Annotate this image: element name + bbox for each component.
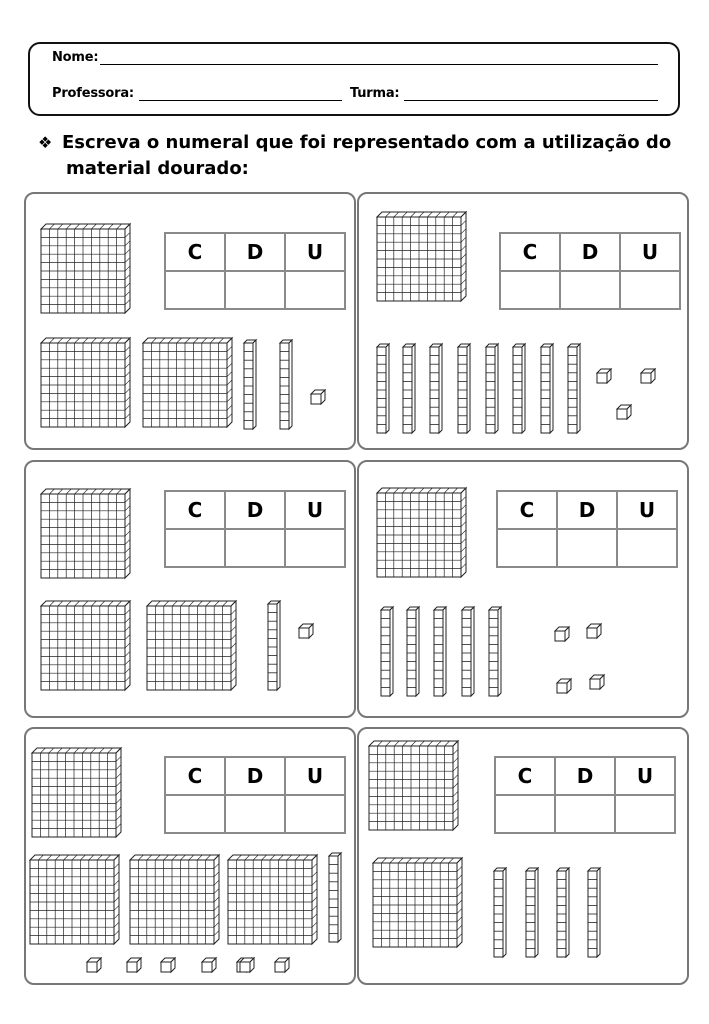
- ten-rod-block: [430, 344, 442, 433]
- ten-rod-block: [329, 853, 341, 942]
- hundred-flat-block: [41, 224, 130, 313]
- header-d: D: [225, 491, 285, 529]
- ten-rod-block: [486, 344, 498, 433]
- hundred-flat-block: [30, 855, 119, 944]
- hundred-flat-block: [369, 741, 458, 830]
- unit-cube-block: [240, 958, 254, 972]
- ten-rod-block: [462, 607, 474, 696]
- class-label: Turma:: [350, 86, 400, 101]
- ten-rod-block: [377, 344, 389, 433]
- instruction-line-1: Escreva o numeral que foi representado com a utilização do: [62, 132, 672, 153]
- ten-rod-block: [381, 607, 393, 696]
- header-u: U: [620, 233, 680, 271]
- ten-rod-block: [557, 868, 569, 957]
- unit-cube-block: [641, 369, 655, 383]
- ten-rod-block: [244, 340, 256, 429]
- unit-cube-block: [311, 390, 325, 404]
- ten-rod-block: [513, 344, 525, 433]
- ten-rod-block: [541, 344, 553, 433]
- header-u: U: [285, 757, 345, 795]
- ten-rod-block: [588, 868, 600, 957]
- ten-rod-block: [489, 607, 501, 696]
- header-c: C: [500, 233, 560, 271]
- ten-rod-block: [458, 344, 470, 433]
- header-c: C: [165, 233, 225, 271]
- header-d: D: [555, 757, 615, 795]
- unit-cube-block: [555, 627, 569, 641]
- ten-rod-block: [407, 607, 419, 696]
- unit-cube-block: [202, 958, 216, 972]
- teacher-label: Professora:: [52, 86, 134, 101]
- unit-cube-block: [597, 369, 611, 383]
- header-c: C: [165, 491, 225, 529]
- unit-cube-block: [87, 958, 101, 972]
- unit-cube-block: [275, 958, 289, 972]
- ten-rod-block: [568, 344, 580, 433]
- unit-cube-block: [161, 958, 175, 972]
- name-label: Nome:: [52, 50, 99, 65]
- unit-cube-block: [617, 405, 631, 419]
- hundred-flat-block: [32, 748, 121, 837]
- hundred-flat-block: [373, 858, 462, 947]
- hundred-flat-block: [41, 601, 130, 690]
- header-u: U: [617, 491, 677, 529]
- header-d: D: [557, 491, 617, 529]
- hundred-flat-block: [41, 338, 130, 427]
- hundred-flat-block: [143, 338, 232, 427]
- unit-cube-block: [299, 624, 313, 638]
- ten-rod-block: [268, 601, 280, 690]
- ten-rod-block: [494, 868, 506, 957]
- header-u: U: [285, 233, 345, 271]
- header-d: D: [225, 233, 285, 271]
- header-u: U: [615, 757, 675, 795]
- instruction-line-2: material dourado:: [66, 158, 249, 179]
- hundred-flat-block: [147, 601, 236, 690]
- header-c: C: [495, 757, 555, 795]
- hundred-flat-block: [228, 855, 317, 944]
- diamond-bullet-icon: ❖: [38, 133, 53, 152]
- ten-rod-block: [403, 344, 415, 433]
- hundred-flat-block: [377, 212, 466, 301]
- hundred-flat-block: [130, 855, 219, 944]
- ten-rod-block: [434, 607, 446, 696]
- header-d: D: [560, 233, 620, 271]
- unit-cube-block: [587, 624, 601, 638]
- hundred-flat-block: [41, 489, 130, 578]
- header-u: U: [285, 491, 345, 529]
- header-c: C: [165, 757, 225, 795]
- header-d: D: [225, 757, 285, 795]
- header-c: C: [497, 491, 557, 529]
- hundred-flat-block: [377, 488, 466, 577]
- unit-cube-block: [557, 679, 571, 693]
- ten-rod-block: [280, 340, 292, 429]
- ten-rod-block: [526, 868, 538, 957]
- unit-cube-block: [590, 675, 604, 689]
- unit-cube-block: [127, 958, 141, 972]
